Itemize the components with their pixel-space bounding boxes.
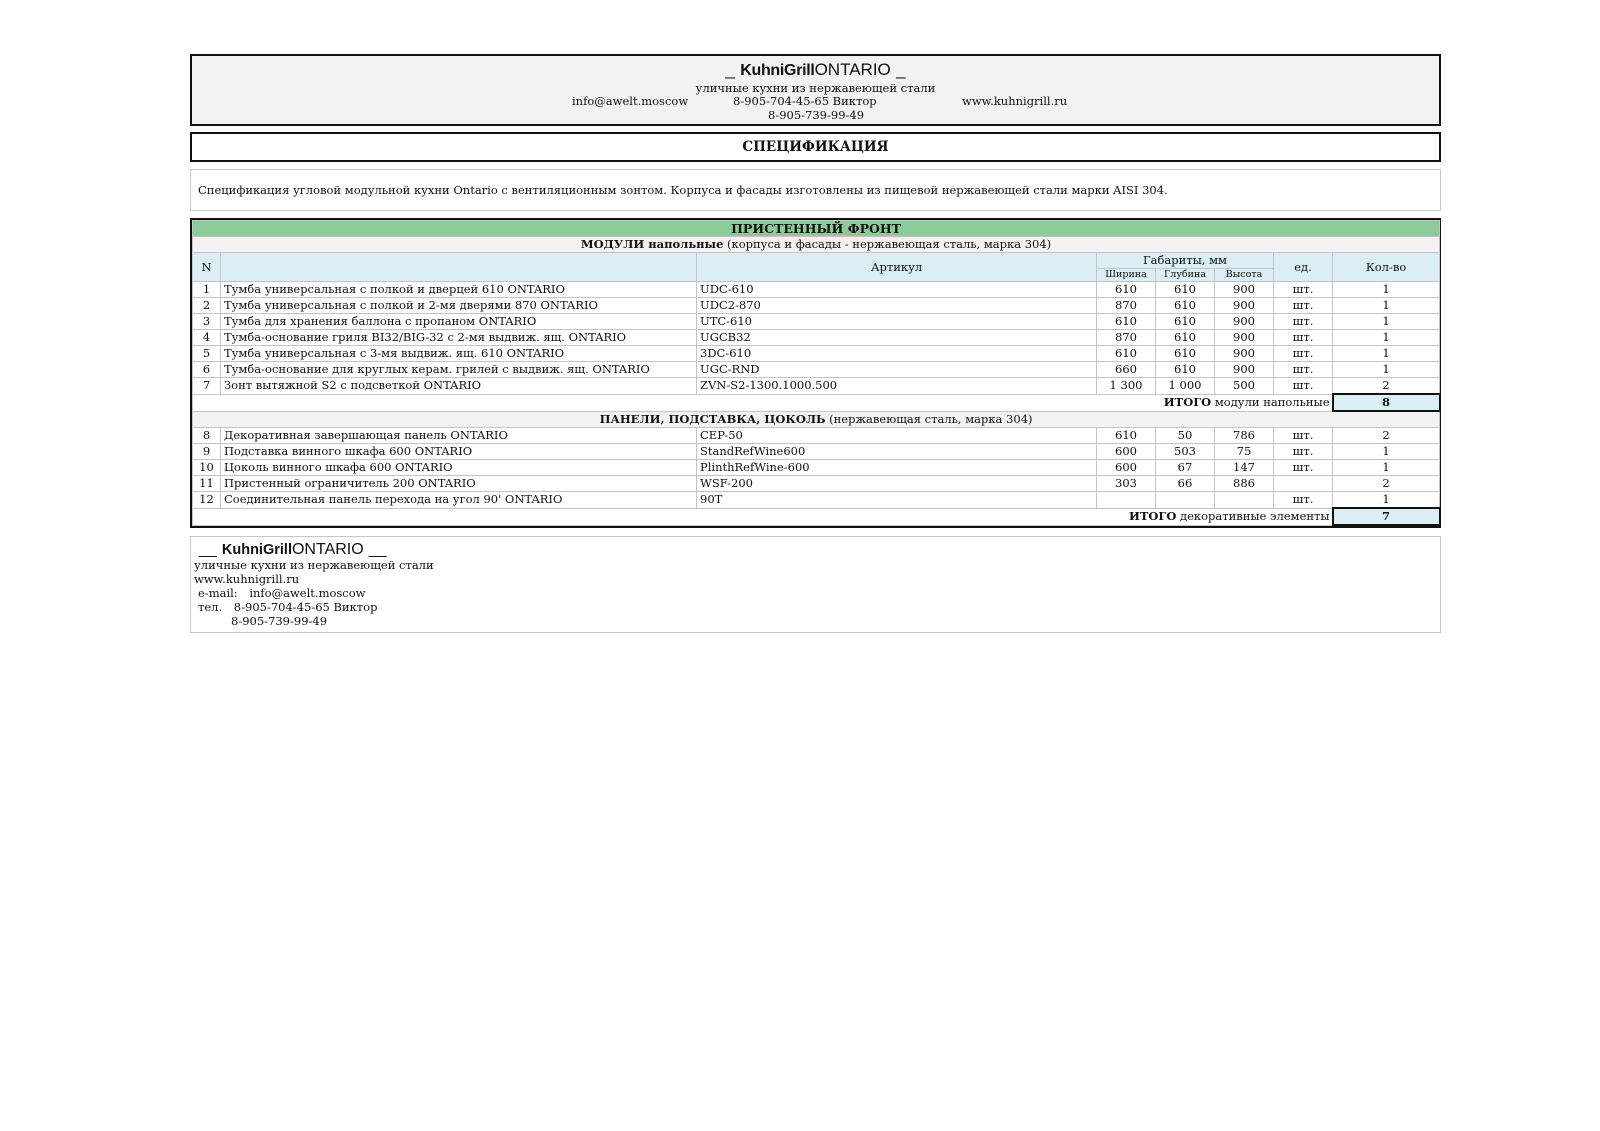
spec-table — [192, 220, 1441, 526]
row-unit: шт. — [1274, 444, 1333, 460]
row-article: StandRefWine600 — [697, 444, 1097, 460]
row-width: 610 — [1097, 428, 1156, 444]
row-number: 5 — [193, 346, 221, 362]
row-depth: 610 — [1156, 298, 1215, 314]
row-width: 610 — [1097, 346, 1156, 362]
row-name: Тумба-основание гриля BI32/BIG-32 с 2-мя выдвиж. ящ. ONTARIO — [221, 330, 697, 346]
row-unit: шт. — [1274, 314, 1333, 330]
row-height: 900 — [1215, 282, 1274, 298]
row-article: 90T — [697, 492, 1097, 509]
row-depth: 610 — [1156, 330, 1215, 346]
row-article: UDC-610 — [697, 282, 1097, 298]
footer-tagline: уличные кухни из нержавеющей стали — [194, 558, 434, 572]
total-panels-value: 7 — [1333, 508, 1440, 525]
total-modules-label: модули напольные — [1211, 395, 1330, 409]
brand-logo — [192, 60, 1439, 80]
row-unit: шт. — [1274, 428, 1333, 444]
row-name: Соединительная панель перехода на угол 90' ONTARIO — [221, 492, 697, 509]
section-header-panels — [193, 411, 1440, 428]
row-name: Пристенный ограничитель 200 ONTARIO — [221, 476, 697, 492]
row-qty: 1 — [1333, 492, 1440, 509]
row-name: Тумба универсальная с полкой и дверцей 610 ONTARIO — [221, 282, 697, 298]
row-qty: 2 — [1333, 378, 1440, 395]
table-row — [193, 492, 1440, 509]
col-header-dims: Габариты, мм — [1097, 253, 1274, 269]
row-name: Тумба для хранения баллона с пропаном ONTARIO — [221, 314, 697, 330]
row-height: 147 — [1215, 460, 1274, 476]
footer-brand-light: ONTARIO — [291, 541, 364, 558]
section-panels-bold: ПАНЕЛИ, ПОДСТАВКА, ЦОКОЛЬ — [599, 412, 826, 426]
row-width: 600 — [1097, 444, 1156, 460]
row-article: CEP-50 — [697, 428, 1097, 444]
footer-website: www.kuhnigrill.ru — [194, 572, 300, 586]
row-name: Декоративная завершающая панель ONTARIO — [221, 428, 697, 444]
row-unit: шт. — [1274, 492, 1333, 509]
total-modules-row — [193, 394, 1440, 411]
footer-brand-dash-left: __ — [199, 541, 217, 558]
row-height: 900 — [1215, 298, 1274, 314]
row-width: 870 — [1097, 330, 1156, 346]
brand-dash-right: _ — [896, 60, 906, 79]
footer-brand-dash-right: __ — [368, 541, 387, 558]
row-name: Тумба универсальная с полкой и 2-мя дверями 870 ONTARIO — [221, 298, 697, 314]
row-height — [1215, 492, 1274, 509]
row-number: 2 — [193, 298, 221, 314]
row-height: 786 — [1215, 428, 1274, 444]
row-article: UGC-RND — [697, 362, 1097, 378]
row-unit: шт. — [1274, 378, 1333, 395]
row-name: Зонт вытяжной S2 с подсветкой ONTARIO — [221, 378, 697, 395]
footer-phone-2: 8-905-739-99-49 — [231, 614, 328, 628]
row-height: 900 — [1215, 330, 1274, 346]
row-width: 303 — [1097, 476, 1156, 492]
row-unit: шт. — [1274, 362, 1333, 378]
row-number: 11 — [193, 476, 221, 492]
row-qty: 1 — [1333, 444, 1440, 460]
row-width: 610 — [1097, 282, 1156, 298]
table-row — [193, 330, 1440, 346]
table-row — [193, 476, 1440, 492]
total-panels-label: декоративные элементы — [1176, 509, 1330, 523]
section-modules-rest: (корпуса и фасады - нержавеющая сталь, марка 304) — [723, 237, 1052, 251]
row-qty: 1 — [1333, 460, 1440, 476]
footer-email-line — [198, 586, 366, 600]
row-depth: 1 000 — [1156, 378, 1215, 395]
spec-title: СПЕЦИФИКАЦИЯ — [190, 132, 1441, 162]
row-name: Подставка винного шкафа 600 ONTARIO — [221, 444, 697, 460]
col-header-unit: ед. — [1274, 253, 1333, 282]
row-qty: 2 — [1333, 428, 1440, 444]
col-header-qty: Кол-во — [1333, 253, 1440, 282]
footer-phone-label: тел. — [198, 600, 223, 614]
row-article: UGCB32 — [697, 330, 1097, 346]
footer-email: info@awelt.moscow — [249, 586, 366, 600]
footer-box — [190, 536, 1441, 633]
table-row — [193, 428, 1440, 444]
row-qty: 1 — [1333, 362, 1440, 378]
row-qty: 1 — [1333, 298, 1440, 314]
row-article: 3DC-610 — [697, 346, 1097, 362]
row-number: 6 — [193, 362, 221, 378]
footer-brand-logo — [199, 539, 387, 559]
table-row — [193, 298, 1440, 314]
row-depth: 50 — [1156, 428, 1215, 444]
row-depth: 610 — [1156, 314, 1215, 330]
row-article: WSF-200 — [697, 476, 1097, 492]
row-qty: 1 — [1333, 346, 1440, 362]
row-number: 12 — [193, 492, 221, 509]
footer-brand-bold: KuhniGrill — [221, 542, 292, 558]
header-email: info@awelt.moscow — [572, 94, 689, 108]
front-title: ПРИСТЕННЫЙ ФРОНТ — [193, 221, 1440, 237]
total-panels-bold: ИТОГО — [1128, 509, 1177, 523]
row-article: UDC2-870 — [697, 298, 1097, 314]
row-depth: 610 — [1156, 282, 1215, 298]
row-depth: 67 — [1156, 460, 1215, 476]
row-unit — [1274, 476, 1333, 492]
header-box — [190, 54, 1441, 126]
spec-description: Спецификация угловой модульной кухни Ontario с вентиляционным зонтом. Корпуса и фасады изготовлены из пищевой нержавеющей стали марки AISI 304. — [190, 169, 1441, 211]
col-header-height: Высота — [1215, 269, 1274, 282]
row-qty: 1 — [1333, 282, 1440, 298]
row-number: 8 — [193, 428, 221, 444]
row-height: 500 — [1215, 378, 1274, 395]
row-qty: 2 — [1333, 476, 1440, 492]
table-row — [193, 378, 1440, 395]
row-name: Тумба универсальная с 3-мя выдвиж. ящ. 610 ONTARIO — [221, 346, 697, 362]
row-qty: 1 — [1333, 314, 1440, 330]
row-unit: шт. — [1274, 298, 1333, 314]
row-width: 870 — [1097, 298, 1156, 314]
row-article: PlinthRefWine-600 — [697, 460, 1097, 476]
footer-email-label: e-mail: — [198, 586, 238, 600]
section-header-modules — [193, 237, 1440, 253]
brand-dash-left: _ — [725, 60, 735, 79]
row-unit: шт. — [1274, 346, 1333, 362]
brand-name-light: ONTARIO — [814, 60, 891, 79]
row-width: 600 — [1097, 460, 1156, 476]
modules-rows — [193, 282, 1440, 395]
row-depth: 503 — [1156, 444, 1215, 460]
total-panels-row — [193, 508, 1440, 525]
row-width — [1097, 492, 1156, 509]
col-header-article: Артикул — [697, 253, 1097, 282]
header-phone-1: 8-905-704-45-65 Виктор — [733, 94, 877, 108]
row-unit: шт. — [1274, 330, 1333, 346]
row-article: ZVN-S2-1300.1000.500 — [697, 378, 1097, 395]
row-number: 9 — [193, 444, 221, 460]
footer-phone-1: 8-905-704-45-65 Виктор — [233, 600, 378, 614]
front-title-row — [193, 221, 1440, 237]
spec-sheet — [190, 54, 1441, 633]
total-modules-bold: ИТОГО — [1163, 395, 1212, 409]
column-header-row — [193, 253, 1440, 269]
table-row — [193, 460, 1440, 476]
row-unit: шт. — [1274, 460, 1333, 476]
row-depth — [1156, 492, 1215, 509]
col-header-name — [221, 253, 697, 282]
panels-rows — [193, 428, 1440, 509]
total-modules-value: 8 — [1333, 394, 1440, 411]
row-height: 900 — [1215, 346, 1274, 362]
table-row — [193, 444, 1440, 460]
row-number: 10 — [193, 460, 221, 476]
row-width: 1 300 — [1097, 378, 1156, 395]
row-name: Цоколь винного шкафа 600 ONTARIO — [221, 460, 697, 476]
row-width: 660 — [1097, 362, 1156, 378]
row-height: 900 — [1215, 314, 1274, 330]
section-panels-rest: (нержавеющая сталь, марка 304) — [825, 412, 1033, 426]
row-number: 3 — [193, 314, 221, 330]
row-number: 1 — [193, 282, 221, 298]
header-website: www.kuhnigrill.ru — [962, 94, 1068, 108]
footer-phone-line — [198, 600, 377, 614]
table-row — [193, 314, 1440, 330]
col-header-n: N — [193, 253, 221, 282]
header-phone-2: 8-905-739-99-49 — [768, 108, 865, 122]
table-row — [193, 362, 1440, 378]
row-article: UTC-610 — [697, 314, 1097, 330]
col-header-width: Ширина — [1097, 269, 1156, 282]
section-modules-bold: МОДУЛИ напольные — [580, 237, 724, 251]
table-row — [193, 346, 1440, 362]
brand-name-bold: KuhniGrill — [740, 62, 815, 79]
spec-table-block — [190, 218, 1441, 528]
row-depth: 610 — [1156, 346, 1215, 362]
row-number: 4 — [193, 330, 221, 346]
row-unit: шт. — [1274, 282, 1333, 298]
row-height: 75 — [1215, 444, 1274, 460]
row-depth: 610 — [1156, 362, 1215, 378]
header-tagline: уличные кухни из нержавеющей стали — [695, 81, 936, 95]
row-height: 900 — [1215, 362, 1274, 378]
col-header-depth: Глубина — [1156, 269, 1215, 282]
row-number: 7 — [193, 378, 221, 395]
row-qty: 1 — [1333, 330, 1440, 346]
row-depth: 66 — [1156, 476, 1215, 492]
row-height: 886 — [1215, 476, 1274, 492]
table-row — [193, 282, 1440, 298]
row-name: Тумба-основание для круглых керам. грилей с выдвиж. ящ. ONTARIO — [221, 362, 697, 378]
row-width: 610 — [1097, 314, 1156, 330]
